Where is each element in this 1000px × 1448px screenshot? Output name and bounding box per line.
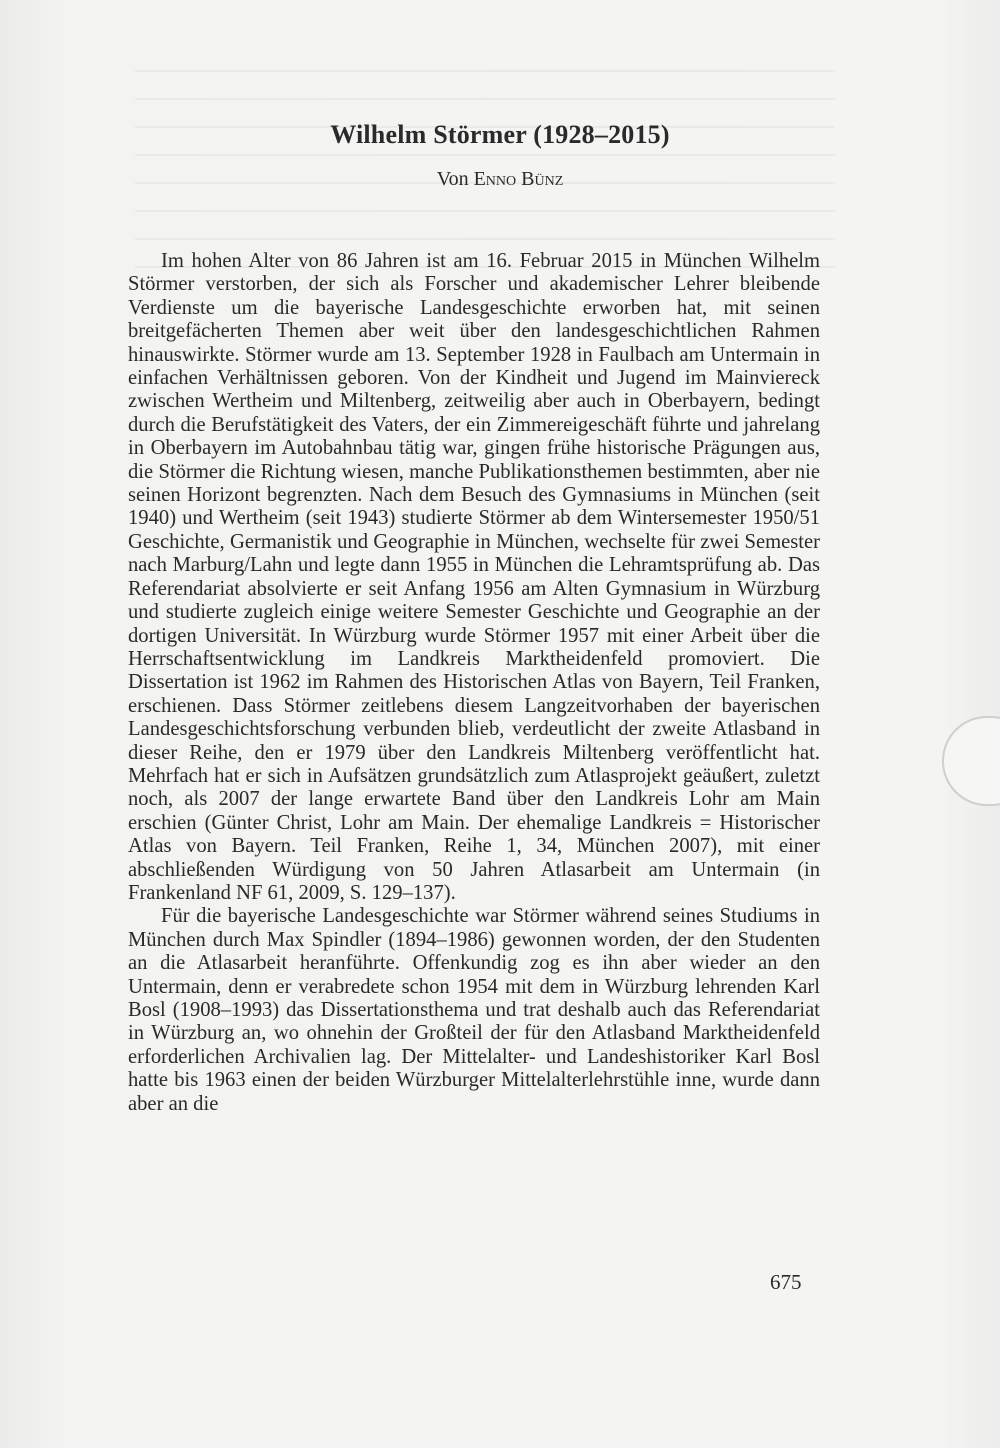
author-name: Enno Bünz <box>473 168 564 190</box>
article-title: Wilhelm Störmer (1928–2015) <box>330 120 670 149</box>
paper-clip-mark <box>942 716 1000 806</box>
article-header <box>0 120 1000 191</box>
paragraph-1: Im hohen Alter von 86 Jahren ist am 16. Februar 2015 in München Wilhelm Störmer verstorben, der sich als Forscher und akademischer Lehrer bleibende Verdienste um die bayerische Landesgeschichte erworben hat, mit seinen breitgefächerten Themen aber weit über den landesgeschichtlichen Rahmen hinauswirkte. Störmer wurde am 13. September 1928 in Faulbach am Untermain in einfachen Verhältnissen geboren. Von der Kindheit und Jugend im Mainviereck zwischen Wertheim und Miltenberg, zeitweilig aber auch in Oberbayern, bedingt durch die Berufstätigkeit des Vaters, der ein Zimmereigeschäft führte und jahrelang in Oberbayern im Autobahnbau tätig war, gingen frühe historische Prägungen aus, die Störmer die Richtung wiesen, manche Publikationsthemen bestimmten, aber nie seinen Horizont begrenzten. Nach dem Besuch des Gymnasiums in München (seit 1940) und Wertheim (seit 1943) studierte Störmer ab dem Wintersemester 1950/51 Geschichte, Germanistik und Geographie in München, wechselte für zwei Semester nach Marburg/Lahn und legte dann 1955 in München die Lehramtsprüfung ab. Das Referendariat absolvierte er seit Anfang 1956 am Alten Gymnasium in Würzburg und studierte zugleich einige weitere Semester Geschichte und Geographie an der dortigen Universität. In Würzburg wurde Störmer 1957 mit einer Arbeit über die Herrschaftsentwicklung im Landkreis Marktheidenfeld promoviert. Die Dissertation ist 1962 im Rahmen des Historischen Atlas von Bayern, Teil Franken, erschienen. Dass Störmer zeitlebens diesem Langzeitvorhaben der bayerischen Landesgeschichtsforschung verbunden blieb, verdeutlicht der zweite Atlasband in dieser Reihe, den er 1979 über den Landkreis Miltenberg veröffentlicht hat. Mehrfach hat er sich in Aufsätzen grundsätzlich zum Atlasprojekt geäußert, zuletzt noch, als 2007 der lange erwartete Band über den Landkreis Lohr am Main erschien (Günter Christ, Lohr am Main. Der ehemalige Landkreis = Historischer Atlas von Bayern. Teil Franken, Reihe 1, 34, München 2007), mit einer abschließenden Würdigung von 50 Jahren Atlasarbeit am Untermain (in Frankenland NF 61, 2009, S. 129–137). <box>128 250 820 904</box>
page-number: 675 <box>770 1270 802 1294</box>
article-body <box>128 250 820 1116</box>
paragraph-2: Für die bayerische Landesgeschichte war Störmer während seines Studiums in München durch Max Spindler (1894–1986) gewonnen worden, der den Studenten an die Atlasarbeit heranführte. Offenkundig zog es ihn aber wieder an den Untermain, denn er verabredete schon 1954 mit dem in Würzburg lehrenden Karl Bosl (1908–1993) das Dissertationsthema und trat deshalb auch das Referendariat in Würzburg an, wo ohnehin der Großteil der für den Atlasband Marktheidenfeld erforderlichen Archivalien lag. Der Mittelalter- und Landeshistoriker Karl Bosl hatte bis 1963 einen der beiden Würzburger Mittelalterlehrstühle inne, wurde dann aber an die <box>128 905 820 1115</box>
author-line <box>0 168 1000 191</box>
author-prefix: Von <box>436 168 469 190</box>
